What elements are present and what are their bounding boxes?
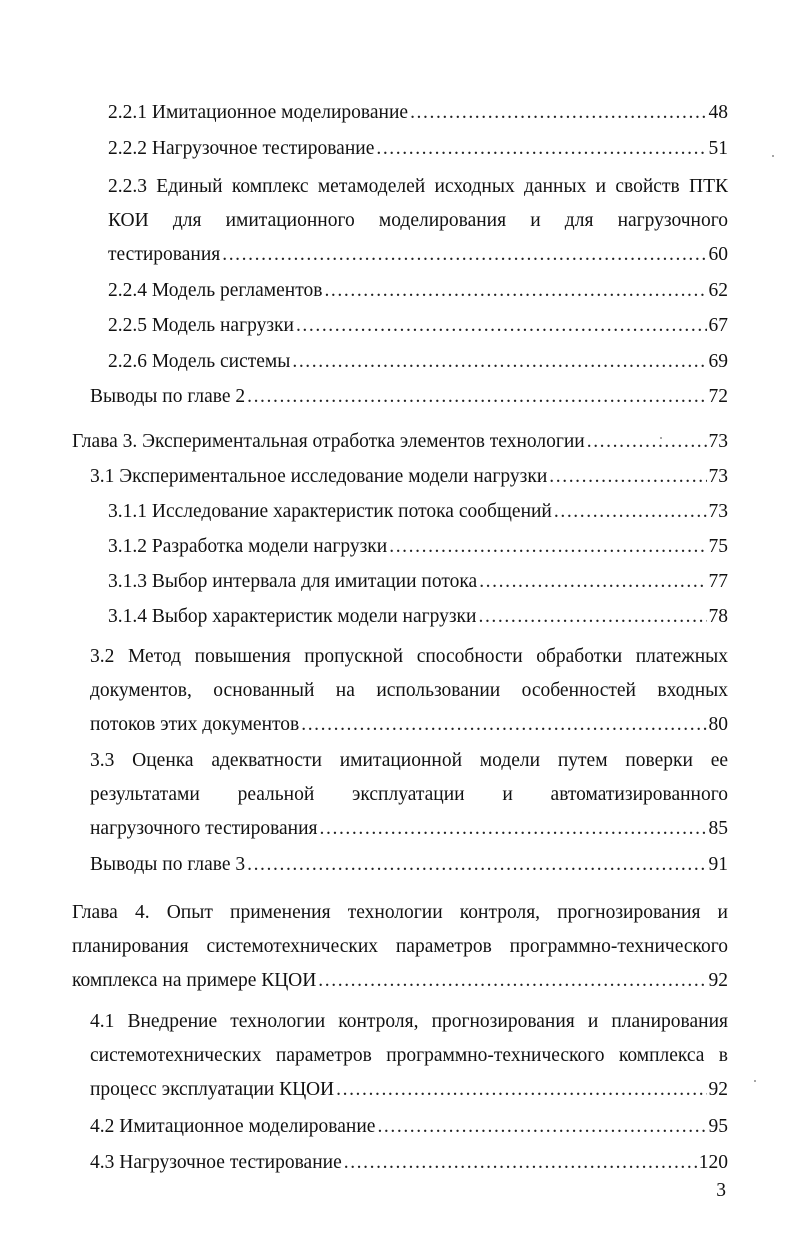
toc-entry[interactable] <box>108 347 728 377</box>
toc-page-number: 120 <box>698 1152 728 1173</box>
toc-entry-line: 3.2 Метод повышения пропускной способности обработки платежных <box>90 646 728 667</box>
toc-entry-title: 4.2 Имитационное моделирование <box>90 1116 376 1137</box>
toc-leader-dots <box>336 1073 706 1107</box>
toc-entry[interactable] <box>108 602 728 632</box>
toc-page-number: 69 <box>708 351 728 372</box>
toc-entry[interactable] <box>90 850 728 880</box>
toc-entry[interactable] <box>108 134 728 164</box>
toc-leader-dots <box>554 497 707 527</box>
toc-page-number: 67 <box>708 315 728 336</box>
toc-page-number: 80 <box>708 714 728 735</box>
toc-entry-title: комплекса на примере КЦОИ <box>72 970 317 991</box>
toc-leader-dots <box>301 708 706 742</box>
toc-entry-line: КОИ для имитационного моделирования и для нагрузочного <box>108 210 728 231</box>
toc-page-number: 92 <box>708 1079 728 1100</box>
toc-entry-line: системотехнических параметров программно-технического комплекса в <box>90 1045 728 1066</box>
toc-entry-title: 3.1 Экспериментальное исследование модели нагрузки <box>90 466 548 487</box>
toc-page-number: 51 <box>708 138 728 159</box>
scan-speck <box>754 1080 756 1082</box>
toc-entry-line: 2.2.3 Единый комплекс метамоделей исходных данных и свойств ПТК <box>108 176 728 197</box>
toc-entry-line: планирования системотехнических параметров программно-технического <box>72 936 728 957</box>
toc-entry[interactable] <box>90 462 728 492</box>
toc-entry-title: 3.1.4 Выбор характеристик модели нагрузки <box>108 606 477 627</box>
toc-leader-dots <box>377 1112 706 1142</box>
toc-page-number: 73 <box>708 466 728 487</box>
toc-entry-multiline[interactable] <box>90 744 728 846</box>
toc-page-number: 73 <box>708 431 728 452</box>
toc-leader-dots <box>389 532 706 562</box>
scan-speck <box>772 155 774 157</box>
toc-entry-title: 2.2.6 Модель системы <box>108 351 291 372</box>
toc-entry-line: документов, основанный на использовании особенностей входных <box>90 680 728 701</box>
toc-leader-dots <box>324 276 706 306</box>
toc-leader-dots <box>479 567 706 597</box>
toc-leader-dots <box>376 134 706 164</box>
toc-entry-line: 3.3 Оценка адекватности имитационной модели путем поверки ее <box>90 750 728 771</box>
toc-entry-line: результатами реальной эксплуатации и автоматизированного <box>90 784 728 805</box>
toc-leader-dots <box>478 602 706 632</box>
toc-page-number: 95 <box>708 1116 728 1137</box>
toc-entry[interactable] <box>108 532 728 562</box>
toc-entry[interactable] <box>90 382 728 412</box>
toc-entry-title: Выводы по главе 3 <box>90 854 246 875</box>
toc-entry-line: Глава 4. Опыт применения технологии контроля, прогнозирования и <box>72 902 728 923</box>
toc-entry[interactable] <box>90 1148 728 1178</box>
toc-page-number: 92 <box>708 970 728 991</box>
toc-page-number: 62 <box>708 280 728 301</box>
toc-page-number: 72 <box>708 386 728 407</box>
toc-entry[interactable] <box>108 98 728 128</box>
toc-leader-dots <box>587 427 707 457</box>
toc-page-number: 78 <box>708 606 728 627</box>
toc-entry[interactable] <box>108 311 728 341</box>
toc-entry-title: 3.1.2 Разработка модели нагрузки <box>108 536 388 557</box>
toc-page-number: 73 <box>708 501 728 522</box>
toc-entry-title: Выводы по главе 2 <box>90 386 246 407</box>
toc-page-number: 75 <box>708 536 728 557</box>
toc-entry-title: потоков этих документов <box>90 714 300 735</box>
toc-entry[interactable] <box>108 276 728 306</box>
toc-entry-title: нагрузочного тестирования <box>90 818 318 839</box>
toc-entry-multiline[interactable] <box>90 1005 728 1107</box>
toc-entry-title: 2.2.5 Модель нагрузки <box>108 315 294 336</box>
toc-leader-dots <box>222 238 706 272</box>
page-number: 3 <box>716 1180 726 1201</box>
toc-chapter-entry[interactable] <box>72 427 728 457</box>
toc-leader-dots <box>410 98 706 128</box>
toc-leader-dots <box>320 812 707 846</box>
toc-entry-title: 2.2.1 Имитационное моделирование <box>108 102 409 123</box>
toc-leader-dots <box>549 462 706 492</box>
toc-entry[interactable] <box>108 567 728 597</box>
toc-page-number: 77 <box>708 571 728 592</box>
toc-entry[interactable] <box>108 497 728 527</box>
toc-page-number: 60 <box>708 244 728 265</box>
toc-leader-dots <box>247 382 706 412</box>
toc-page-number: 48 <box>708 102 728 123</box>
scan-speck <box>660 437 662 439</box>
toc-entry-title: 3.1.1 Исследование характеристик потока сообщений <box>108 501 552 522</box>
toc-entry[interactable] <box>90 1112 728 1142</box>
toc-entry-title: процесс эксплуатации КЦОИ <box>90 1079 335 1100</box>
toc-chapter-entry-multiline[interactable] <box>72 896 728 998</box>
toc-entry-title: тестирования <box>108 244 221 265</box>
toc-entry-title: 2.2.4 Модель регламентов <box>108 280 323 301</box>
toc-leader-dots <box>247 850 706 880</box>
toc-page-number: 85 <box>708 818 728 839</box>
toc-entry-title: Глава 3. Экспериментальная отработка элементов технологии <box>72 431 585 452</box>
toc-entry-title: 2.2.2 Нагрузочное тестирование <box>108 138 375 159</box>
toc-entry-title: 3.1.3 Выбор интервала для имитации потока <box>108 571 478 592</box>
toc-entry-line: 4.1 Внедрение технологии контроля, прогнозирования и планирования <box>90 1011 728 1032</box>
toc-entry-multiline[interactable] <box>90 640 728 742</box>
toc-leader-dots <box>292 347 706 377</box>
toc-leader-dots <box>344 1148 697 1178</box>
toc-page-number: 91 <box>708 854 728 875</box>
toc-leader-dots <box>296 311 707 341</box>
toc-entry-multiline[interactable] <box>108 170 728 272</box>
toc-entry-title: 4.3 Нагрузочное тестирование <box>90 1152 342 1173</box>
toc-leader-dots <box>318 964 706 998</box>
